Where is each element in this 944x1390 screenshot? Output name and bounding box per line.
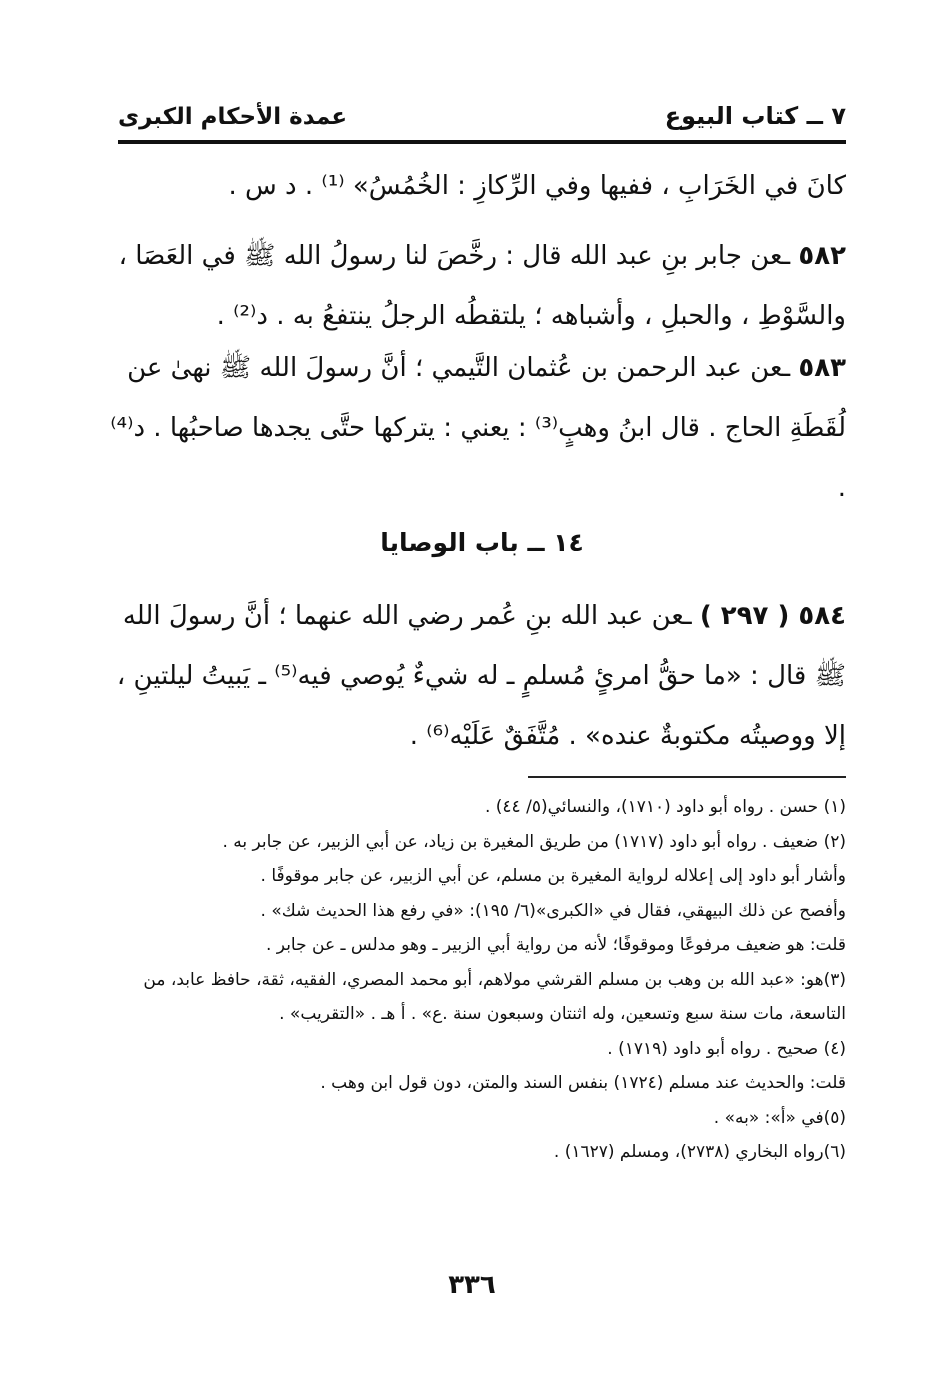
- footnote: (٣)هو: «عبد الله بن وهب بن مسلم القرشي مولاهم، أبو محمد المصري، الفقيه، ثقة، حافظ عابد، من التاسعة، مات سنة سبع وتسعين، وله اثنتان وسبعون سنة .ع» . أ هـ . «التقريب» .: [143, 969, 846, 1024]
- footnote: (٢) ضعيف . رواه أبو داود (١٧١٧) من طريق المغيرة بن زياد، عن أبي الزبير، عن جابر به .: [222, 831, 846, 852]
- section-heading: ١٤ ــ باب الوصايا: [380, 528, 584, 557]
- footnotes-divider: [528, 776, 846, 778]
- hadith-584: [110, 586, 846, 766]
- footnote: وأشار أبو داود إلى إعلاله لرواية المغيرة بن مسلم، عن أبي الزبير، عن جابر موقوفًا .: [260, 866, 846, 886]
- header-rule: [118, 140, 846, 144]
- hadith-number: ٥٨٢: [798, 241, 846, 271]
- paragraph-continuation: [110, 156, 846, 216]
- hadith-text: ـعن عبد الله بنِ عُمر رضي الله عنهما ؛ أنَّ رسولَ الله ﷺ قال : «ما حقُّ امرئٍ مُسلمٍ ـ له شيءٌ يُوصي فيه⁽⁵⁾ ـ يَبيتُ ليلتينِ ، إلا ووصيتُه مكتوبةٌ عنده» . مُتَّفَقٌ عَلَيْه⁽⁶⁾ .: [116, 601, 846, 751]
- footnote: قلت: هو ضعيف مرفوعًا وموقوفًا؛ لأنه من رواية أبي الزبير ـ وهو مدلس ـ عن جابر .: [266, 935, 846, 955]
- footnote: (٦)رواه البخاري (٢٧٣٨)، ومسلم (١٦٢٧) .: [553, 1142, 846, 1162]
- hadith-583: [110, 338, 846, 518]
- paragraph-text: كانَ في الخَرَابِ ، ففيها وفي الرِّكازِ : الخُمُسُ» ⁽¹⁾ . د س .: [228, 171, 846, 201]
- footnote: (٥)في «أ»: «به» .: [713, 1107, 846, 1128]
- book-title: عمدة الأحكام الكبرى: [118, 104, 348, 130]
- footnote: قلت: والحديث عند مسلم (١٧٢٤) بنفس السند والمتن، دون قول ابن وهب .: [320, 1073, 846, 1093]
- footnote: (٤) صحيح . رواه أبو داود (١٧١٩) .: [607, 1038, 846, 1059]
- footnotes: [126, 790, 846, 1170]
- footnote: (١) حسن . رواه أبو داود (١٧١٠)، والنسائي(٥/ ٤٤) .: [484, 797, 846, 817]
- hadith-582: [110, 226, 846, 346]
- hadith-text: ـعن عبد الرحمن بن عُثمان التَّيمي ؛ أنَّ رسولَ الله ﷺ نهىٰ عن لُقَطَةِ الحاج . قال ابنُ وهبٍ⁽³⁾ : يعني : يتركها حتَّى يجدها صاحبُها . د⁽⁴⁾ .: [110, 353, 846, 503]
- hadith-text: ـعن جابر بنِ عبد الله قال : رخَّصَ لنا رسولُ الله ﷺ في العَصَا ، والسَّوْطِ ، والحبلِ ، وأشباهه ؛ يلتقطُه الرجلُ ينتفعُ به . د⁽²⁾ .: [118, 241, 846, 331]
- footnote: وأفصح عن ذلك البيهقي، فقال في «الكبرى»(٦/ ١٩٥): «في رفع هذا الحديث شك» .: [260, 900, 846, 921]
- page-number: ٣٣٦: [448, 1270, 496, 1300]
- hadith-number: ٥٨٤ ( ٢٩٧ ): [699, 601, 846, 631]
- hadith-number: ٥٨٣: [798, 353, 846, 383]
- chapter-title: ٧ ــ كتاب البيوع: [664, 102, 846, 130]
- page-header: [118, 98, 846, 138]
